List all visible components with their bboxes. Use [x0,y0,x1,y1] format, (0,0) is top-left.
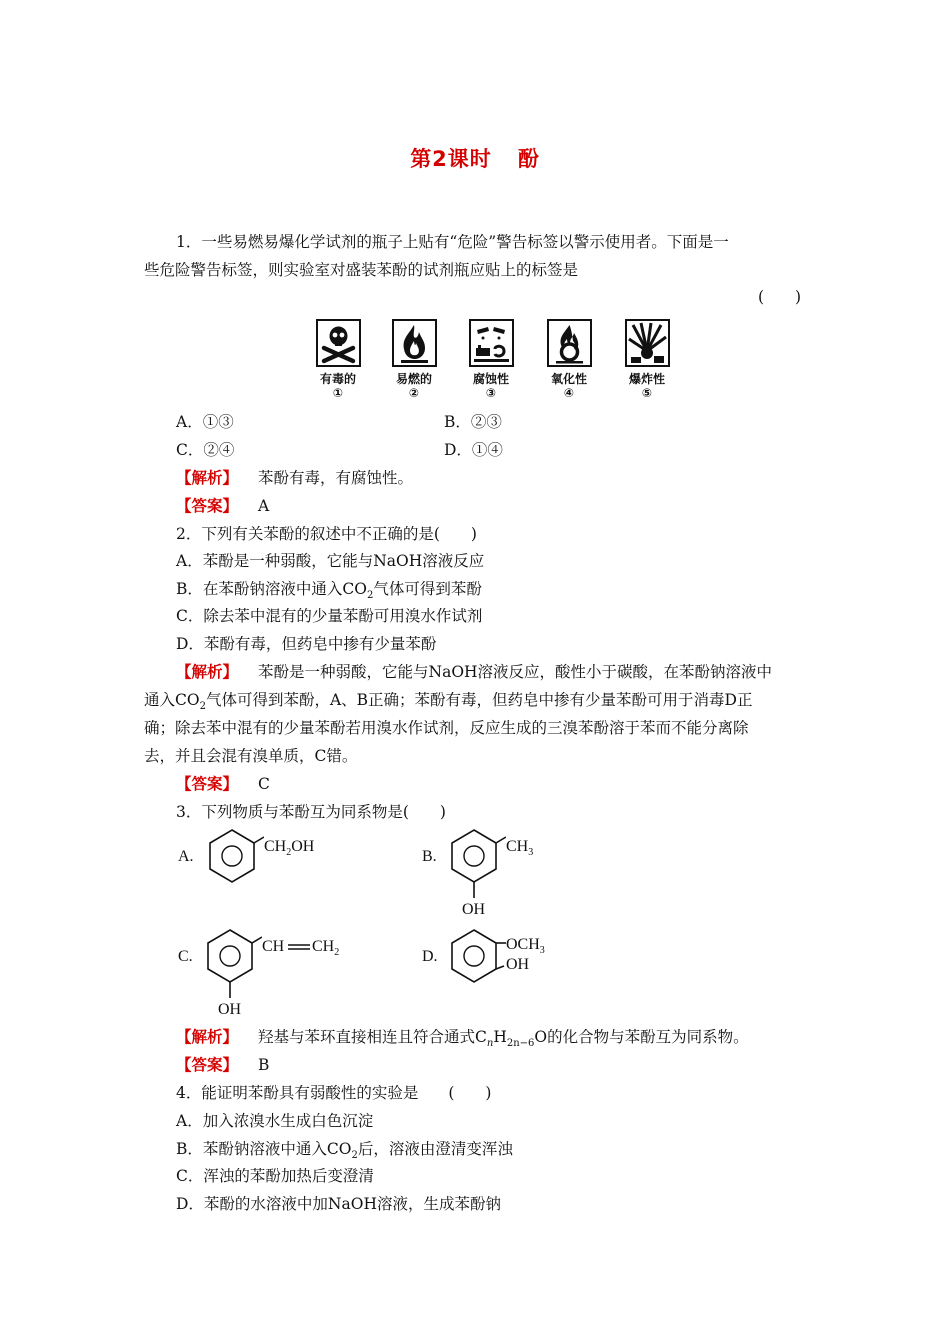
title-topic: 酚 [517,147,540,171]
answer-tag: 【答案】 [176,775,239,793]
q1-option-a: A．①③ [176,413,234,431]
corrosive-icon [469,319,514,367]
analysis-tag: 【解析】 [176,469,239,487]
q4-bracket: ( ) [448,1084,492,1102]
label-toxic: 有毒的 ① [319,372,356,400]
q2-analysis-line1: 【解析】 苯酚是一种弱酸，它能与NaOH溶液反应，酸性小于碳酸，在苯酚钠溶液中 [176,663,773,681]
q2-stem: 2．下列有关苯酚的叙述中不正确的是( ) [176,525,477,543]
q2-analysis-line3: 确；除去苯中混有的少量苯酚若用溴水作试剂，反应生成的三溴苯酚溶于苯而不能分离除 [144,719,749,737]
label-oxidizer: 氧化性 ④ [550,372,587,400]
q1-option-d: D．①④ [444,441,503,459]
q1-analysis [176,468,413,488]
q1-option-c: C．②④ [176,441,235,459]
q2-option-c: C．除去苯中混有的少量苯酚可用溴水作试剂 [176,607,483,625]
q2-analysis-line2: 通入$CO_2$气体可得到苯酚，A、B正确；苯酚有毒，但药皂中掺有少量苯酚可用于消毒D正 [144,691,753,713]
q3-structure-a: A. $CH_2OH$ [176,826,346,886]
q1-stem-line2: 些危险警告标签，则实验室对盛装苯酚的试剂瓶应贴上的标签是 [144,261,579,279]
q4-stem: 4．能证明苯酚具有弱酸性的实验是 ( ) [176,1084,492,1102]
label-explosive: 爆炸性 ⑤ [628,372,665,400]
q3-stem: 3．下列物质与苯酚互为同系物是( ) [176,803,446,821]
q1-stem-line1: 1．一些易燃易爆化学试剂的瓶子上贴有“危险”警告标签以警示使用者。下面是一 [176,233,729,251]
answer-text: B [258,1056,270,1074]
q3-structure-c: C. CH $CH_2$ OH [176,926,356,1021]
q4-option-c: C．浑浊的苯酚加热后变澄清 [176,1167,374,1185]
title-lesson: 第2课时 [410,147,492,171]
answer-tag: 【答案】 [176,497,239,515]
q3-structure-d: D. $OCH_3$ OH [420,926,580,996]
q3-analysis: 【解析】 羟基与苯环直接相连且符合通式$C_nH_{2n-6}O$的化合物与苯酚互为同系物。 [176,1028,749,1050]
q2-answer [176,774,270,794]
q1-option-b: B．②③ [444,413,502,431]
explosive-icon [625,319,670,367]
q3-answer [176,1055,269,1075]
q2-analysis-line4: 去，并且会混有溴单质，C错。 [144,747,358,765]
label-flammable: 易燃的 ② [395,372,432,400]
q2-option-b: B．在苯酚钠溶液中通入$CO_2$气体可得到苯酚 [176,580,482,602]
analysis-text: 苯酚有毒，有腐蚀性。 [258,469,414,487]
page-title [0,143,950,173]
flammable-icon [392,319,437,367]
answer-tag: 【答案】 [176,1056,239,1074]
q1-answer [176,496,269,516]
q4-option-d: D．苯酚的水溶液中加NaOH溶液，生成苯酚钠 [176,1195,501,1213]
q4-option-b: B．苯酚钠溶液中通入$CO_2$后，溶液由澄清变浑浊 [176,1140,513,1162]
toxic-icon [316,319,361,367]
q4-option-a: A．加入浓溴水生成白色沉淀 [176,1112,374,1130]
q3-structure-b: B. $CH_3$ OH [420,826,580,921]
analysis-tag: 【解析】 [176,1028,239,1046]
oxidizer-icon [547,319,592,367]
q2-option-a: A．苯酚是一种弱酸，它能与NaOH溶液反应 [176,552,485,570]
q2-option-d: D．苯酚有毒，但药皂中掺有少量苯酚 [176,635,437,653]
answer-text: C [258,775,270,793]
label-corrosive: 腐蚀性 ③ [472,372,509,400]
q1-bracket: ( ) [758,288,802,306]
answer-text: A [258,497,270,515]
analysis-tag: 【解析】 [176,663,239,681]
